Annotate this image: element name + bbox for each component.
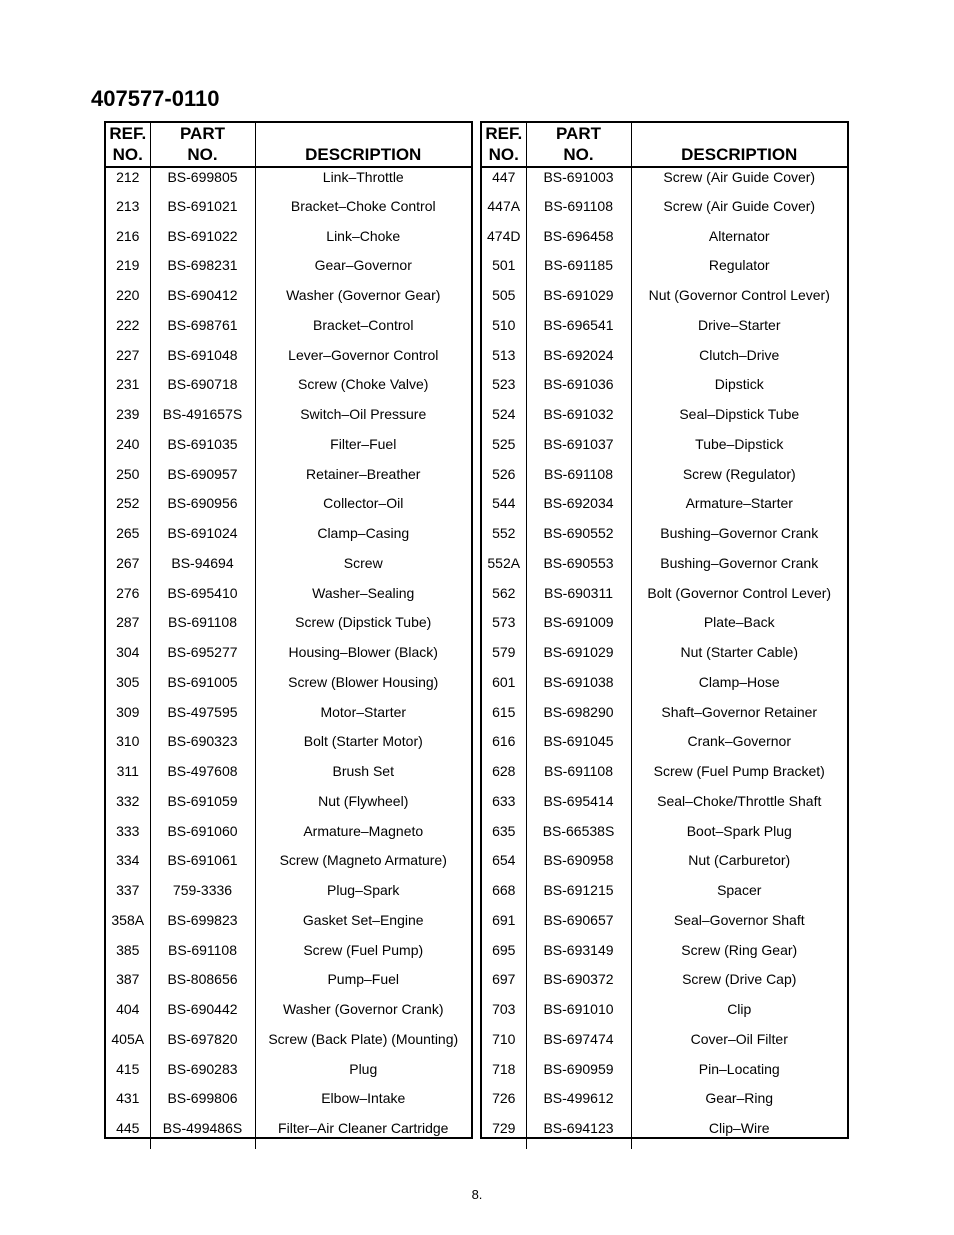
ref-no-cell: 309 xyxy=(116,703,140,720)
description-cell: Clip xyxy=(631,1000,847,1030)
ref-no-cell: 305 xyxy=(116,673,140,690)
part-no-cell: BS-691038 xyxy=(526,673,631,703)
description-cell: Armature–Starter xyxy=(631,494,847,524)
table-header-row xyxy=(106,123,471,167)
table-row xyxy=(482,703,847,733)
description-cell: Nut (Starter Cable) xyxy=(631,643,847,673)
table-row xyxy=(482,673,847,703)
description-cell: Clamp–Casing xyxy=(255,524,471,554)
description-cell: Pin–Locating xyxy=(631,1060,847,1090)
table-row xyxy=(106,405,471,435)
part-no-cell: BS-691024 xyxy=(150,524,255,554)
table-row xyxy=(482,941,847,971)
table-row xyxy=(106,822,471,852)
table-row xyxy=(482,881,847,911)
part-no-cell: BS-694123 xyxy=(526,1119,631,1149)
ref-no-cell: 562 xyxy=(492,584,516,601)
ref-no-cell: 726 xyxy=(492,1090,516,1107)
description-cell: Bolt (Starter Motor) xyxy=(255,732,471,762)
ref-no-cell: 579 xyxy=(492,644,516,660)
part-no-cell: BS-66538S xyxy=(526,822,631,852)
description-cell: Pump–Fuel xyxy=(255,970,471,1000)
part-no-cell: BS-690959 xyxy=(526,1060,631,1090)
table-row xyxy=(482,316,847,346)
ref-no-cell: 332 xyxy=(116,792,140,809)
ref-no-cell: 695 xyxy=(492,941,516,958)
part-no-cell: BS-691037 xyxy=(526,435,631,465)
table-row xyxy=(106,1089,471,1119)
ref-no-cell: 615 xyxy=(492,703,516,720)
table-row xyxy=(106,970,471,1000)
table-row xyxy=(106,762,471,792)
ref-no-cell: 525 xyxy=(492,435,516,452)
description-cell: Plate–Back xyxy=(631,613,847,643)
parts-table-body xyxy=(106,167,471,1149)
description-cell: Washer–Sealing xyxy=(255,584,471,614)
description-cell: Gear–Governor xyxy=(255,256,471,286)
description-cell: Screw (Regulator) xyxy=(631,465,847,495)
part-no-cell: BS-691003 xyxy=(526,167,631,197)
description-cell: Cover–Oil Filter xyxy=(631,1030,847,1060)
table-row xyxy=(482,554,847,584)
ref-no-cell: 239 xyxy=(116,406,140,422)
table-row xyxy=(482,405,847,435)
page-title: 407577-0110 xyxy=(91,86,220,111)
ref-no-cell: 310 xyxy=(116,733,140,750)
parts-table-right xyxy=(480,121,849,1139)
table-row xyxy=(482,256,847,286)
ref-no-cell: 311 xyxy=(116,763,139,779)
description-cell: Crank–Governor xyxy=(631,732,847,762)
ref-no-cell: 697 xyxy=(492,971,516,988)
part-no-cell: BS-691029 xyxy=(526,643,631,673)
description-cell: Filter–Fuel xyxy=(255,435,471,465)
table-row xyxy=(106,613,471,643)
part-no-cell: BS-691059 xyxy=(150,792,255,822)
ref-no-cell: 718 xyxy=(492,1060,516,1077)
part-no-cell: BS-699823 xyxy=(150,911,255,941)
description-cell: Screw (Back Plate) (Mounting) xyxy=(255,1030,471,1060)
part-no-cell: BS-691010 xyxy=(526,1000,631,1030)
part-no-cell: BS-698761 xyxy=(150,316,255,346)
ref-no-cell: 628 xyxy=(492,763,516,779)
part-no-cell: BS-696458 xyxy=(526,227,631,257)
description-cell: Boot–Spark Plug xyxy=(631,822,847,852)
table-row xyxy=(482,465,847,495)
description-cell: Screw (Fuel Pump) xyxy=(255,941,471,971)
ref-no-cell: 404 xyxy=(116,1001,140,1017)
part-no-cell: BS-691108 xyxy=(526,762,631,792)
description-cell: Washer (Governor Gear) xyxy=(255,286,471,316)
ref-no-cell: 474D xyxy=(487,227,521,244)
part-no-cell: BS-698231 xyxy=(150,256,255,286)
ref-no-cell: 267 xyxy=(116,554,140,571)
table-row xyxy=(106,435,471,465)
part-no-cell: BS-690553 xyxy=(526,554,631,584)
description-cell: Retainer–Breather xyxy=(255,465,471,495)
part-no-cell: BS-690957 xyxy=(150,465,255,495)
table-row xyxy=(106,375,471,405)
ref-no-cell: 526 xyxy=(492,465,516,482)
ref-no-header: REF. NO. xyxy=(106,123,150,167)
description-cell: Screw (Blower Housing) xyxy=(255,673,471,703)
part-no-cell: BS-695414 xyxy=(526,792,631,822)
ref-no-cell: 552 xyxy=(492,525,516,541)
ref-no-cell: 445 xyxy=(116,1120,140,1136)
ref-no-cell: 415 xyxy=(116,1060,140,1077)
ref-no-cell: 304 xyxy=(116,644,140,660)
page-number: 8. xyxy=(471,1187,483,1202)
table-row xyxy=(482,524,847,554)
part-no-cell: BS-691108 xyxy=(150,613,255,643)
ref-no-cell: 219 xyxy=(116,257,140,274)
ref-no-cell: 216 xyxy=(116,227,140,244)
part-no-cell: BS-697474 xyxy=(526,1030,631,1060)
description-cell: Gasket Set–Engine xyxy=(255,911,471,941)
part-no-header: PART NO. xyxy=(150,123,255,167)
ref-no-cell: 601 xyxy=(492,673,516,690)
table-row xyxy=(482,613,847,643)
description-cell: Plug xyxy=(255,1060,471,1090)
ref-no-cell: 573 xyxy=(492,614,516,631)
part-no-cell: BS-691185 xyxy=(526,256,631,286)
table-row xyxy=(482,822,847,852)
ref-no-cell: 729 xyxy=(492,1120,516,1136)
table-row xyxy=(482,1000,847,1030)
description-cell: Bracket–Control xyxy=(255,316,471,346)
description-cell: Motor–Starter xyxy=(255,703,471,733)
ref-no-cell: 501 xyxy=(492,257,516,274)
description-cell: Screw (Choke Valve) xyxy=(255,375,471,405)
description-cell: Regulator xyxy=(631,256,847,286)
description-cell: Plug–Spark xyxy=(255,881,471,911)
description-cell: Screw (Air Guide Cover) xyxy=(631,197,847,227)
table-row xyxy=(106,584,471,614)
ref-no-cell: 691 xyxy=(492,911,516,928)
part-no-cell: BS-690323 xyxy=(150,732,255,762)
part-no-cell: BS-691108 xyxy=(526,197,631,227)
table-row xyxy=(482,1030,847,1060)
description-cell: Switch–Oil Pressure xyxy=(255,405,471,435)
part-no-cell: BS-94694 xyxy=(150,554,255,584)
description-cell: Clutch–Drive xyxy=(631,346,847,376)
table-row xyxy=(482,851,847,881)
part-no-cell: BS-691048 xyxy=(150,346,255,376)
part-no-cell: BS-692024 xyxy=(526,346,631,376)
description-cell: Screw (Magneto Armature) xyxy=(255,851,471,881)
ref-no-cell: 276 xyxy=(116,584,140,601)
table-row xyxy=(482,346,847,376)
table-row xyxy=(106,494,471,524)
ref-no-cell: 385 xyxy=(116,941,140,958)
ref-no-cell: 240 xyxy=(116,435,140,452)
ref-no-cell: 213 xyxy=(116,197,140,214)
part-no-cell: BS-695410 xyxy=(150,584,255,614)
table-row xyxy=(482,494,847,524)
part-no-cell: BS-691021 xyxy=(150,197,255,227)
table-row xyxy=(482,643,847,673)
description-cell: Filter–Air Cleaner Cartridge xyxy=(255,1119,471,1149)
table-row xyxy=(106,167,471,197)
table-row xyxy=(482,911,847,941)
description-cell: Screw (Dipstick Tube) xyxy=(255,613,471,643)
ref-no-cell: 222 xyxy=(116,316,140,333)
ref-no-cell: 710 xyxy=(492,1030,516,1047)
description-cell: Seal–Dipstick Tube xyxy=(631,405,847,435)
table-row xyxy=(106,1119,471,1149)
description-cell: Screw (Ring Gear) xyxy=(631,941,847,971)
part-no-cell: BS-693149 xyxy=(526,941,631,971)
table-row xyxy=(482,167,847,197)
ref-no-cell: 544 xyxy=(492,495,516,512)
description-cell: Washer (Governor Crank) xyxy=(255,1000,471,1030)
ref-no-cell: 447 xyxy=(492,169,516,185)
description-cell: Nut (Governor Control Lever) xyxy=(631,286,847,316)
table-row xyxy=(106,911,471,941)
part-no-cell: BS-691061 xyxy=(150,851,255,881)
part-no-cell: BS-691060 xyxy=(150,822,255,852)
table-row xyxy=(106,643,471,673)
table-row xyxy=(482,732,847,762)
part-no-cell: BS-690958 xyxy=(526,851,631,881)
table-row xyxy=(482,1089,847,1119)
ref-no-cell: 252 xyxy=(116,495,140,512)
table-row xyxy=(106,465,471,495)
table-row xyxy=(482,792,847,822)
ref-no-cell: 333 xyxy=(116,822,140,839)
ref-no-cell: 405A xyxy=(111,1030,145,1047)
part-no-cell: BS-690718 xyxy=(150,375,255,405)
table-row xyxy=(106,524,471,554)
ref-no-cell: 524 xyxy=(492,406,516,422)
description-cell: Brush Set xyxy=(255,762,471,792)
description-cell: Screw (Air Guide Cover) xyxy=(631,167,847,197)
ref-no-cell: 654 xyxy=(492,852,516,869)
description-cell: Seal–Governor Shaft xyxy=(631,911,847,941)
description-cell: Alternator xyxy=(631,227,847,257)
description-cell: Bushing–Governor Crank xyxy=(631,554,847,584)
table-row xyxy=(482,375,847,405)
part-no-cell: BS-699805 xyxy=(150,167,255,197)
part-no-cell: BS-691108 xyxy=(150,941,255,971)
ref-no-cell: 387 xyxy=(116,971,140,988)
part-no-cell: BS-695277 xyxy=(150,643,255,673)
description-cell: Seal–Choke/Throttle Shaft xyxy=(631,792,847,822)
description-cell: Gear–Ring xyxy=(631,1089,847,1119)
ref-no-cell: 287 xyxy=(116,614,140,631)
description-cell: Link–Throttle xyxy=(255,167,471,197)
description-cell: Clip–Wire xyxy=(631,1119,847,1149)
description-cell: Drive–Starter xyxy=(631,316,847,346)
ref-no-cell: 633 xyxy=(492,792,516,809)
ref-no-cell: 227 xyxy=(116,346,140,363)
part-no-cell: BS-690412 xyxy=(150,286,255,316)
part-no-cell: BS-491657S xyxy=(150,405,255,435)
ref-no-cell: 668 xyxy=(492,882,516,898)
part-no-cell: BS-691005 xyxy=(150,673,255,703)
description-cell: Link–Choke xyxy=(255,227,471,257)
description-cell: Screw xyxy=(255,554,471,584)
description-cell: Armature–Magneto xyxy=(255,822,471,852)
part-no-cell: 759-3336 xyxy=(150,881,255,911)
description-cell: Screw (Drive Cap) xyxy=(631,970,847,1000)
table-row xyxy=(482,970,847,1000)
table-row xyxy=(106,197,471,227)
table-row xyxy=(482,227,847,257)
part-no-cell: BS-497595 xyxy=(150,703,255,733)
description-cell: Bushing–Governor Crank xyxy=(631,524,847,554)
description-header: DESCRIPTION xyxy=(255,123,471,167)
part-no-cell: BS-690442 xyxy=(150,1000,255,1030)
part-no-cell: BS-691029 xyxy=(526,286,631,316)
ref-no-cell: 250 xyxy=(116,465,140,482)
ref-no-cell: 337 xyxy=(116,882,140,898)
description-cell: Bolt (Governor Control Lever) xyxy=(631,584,847,614)
ref-no-cell: 220 xyxy=(116,287,140,303)
table-row xyxy=(482,1060,847,1090)
table-row xyxy=(106,851,471,881)
description-cell: Tube–Dipstick xyxy=(631,435,847,465)
ref-no-cell: 703 xyxy=(492,1001,516,1017)
description-cell: Collector–Oil xyxy=(255,494,471,524)
part-no-cell: BS-692034 xyxy=(526,494,631,524)
ref-no-cell: 552A xyxy=(487,554,521,571)
part-no-cell: BS-690372 xyxy=(526,970,631,1000)
description-cell: Lever–Governor Control xyxy=(255,346,471,376)
table-header-row xyxy=(482,123,847,167)
part-no-cell: BS-691022 xyxy=(150,227,255,257)
ref-no-cell: 265 xyxy=(116,525,140,541)
ref-no-cell: 513 xyxy=(492,346,516,363)
ref-no-cell: 635 xyxy=(492,822,516,839)
description-cell: Housing–Blower (Black) xyxy=(255,643,471,673)
ref-no-header: REF. NO. xyxy=(482,123,526,167)
table-row xyxy=(106,732,471,762)
table-row xyxy=(482,584,847,614)
table-row xyxy=(482,197,847,227)
table-row xyxy=(106,703,471,733)
ref-no-cell: 431 xyxy=(116,1090,140,1107)
table-row xyxy=(106,1000,471,1030)
table-row xyxy=(482,1119,847,1149)
table-row xyxy=(106,227,471,257)
part-no-cell: BS-691036 xyxy=(526,375,631,405)
part-no-cell: BS-497608 xyxy=(150,762,255,792)
part-no-cell: BS-691215 xyxy=(526,881,631,911)
table-row xyxy=(106,673,471,703)
description-cell: Spacer xyxy=(631,881,847,911)
part-no-cell: BS-690657 xyxy=(526,911,631,941)
table-row xyxy=(106,316,471,346)
part-no-cell: BS-690956 xyxy=(150,494,255,524)
table-row xyxy=(106,256,471,286)
table-row xyxy=(106,346,471,376)
ref-no-cell: 231 xyxy=(116,376,140,393)
table-row xyxy=(482,435,847,465)
part-no-cell: BS-691009 xyxy=(526,613,631,643)
part-no-cell: BS-696541 xyxy=(526,316,631,346)
ref-no-cell: 616 xyxy=(492,733,516,750)
ref-no-cell: 358A xyxy=(111,911,145,928)
ref-no-cell: 505 xyxy=(492,287,516,303)
part-no-cell: BS-499612 xyxy=(526,1089,631,1119)
parts-table-body xyxy=(482,167,847,1149)
part-no-cell: BS-691108 xyxy=(526,465,631,495)
table-row xyxy=(106,792,471,822)
part-no-cell: BS-691045 xyxy=(526,732,631,762)
part-no-cell: BS-690552 xyxy=(526,524,631,554)
description-cell: Dipstick xyxy=(631,375,847,405)
table-row xyxy=(106,941,471,971)
part-no-cell: BS-808656 xyxy=(150,970,255,1000)
part-no-cell: BS-690283 xyxy=(150,1060,255,1090)
ref-no-cell: 523 xyxy=(492,376,516,393)
description-cell: Bracket–Choke Control xyxy=(255,197,471,227)
part-no-header: PART NO. xyxy=(526,123,631,167)
part-no-cell: BS-698290 xyxy=(526,703,631,733)
table-row xyxy=(106,286,471,316)
table-row xyxy=(106,1060,471,1090)
part-no-cell: BS-690311 xyxy=(526,584,631,614)
description-cell: Nut (Carburetor) xyxy=(631,851,847,881)
table-row xyxy=(106,554,471,584)
description-cell: Screw (Fuel Pump Bracket) xyxy=(631,762,847,792)
description-cell: Clamp–Hose xyxy=(631,673,847,703)
part-no-cell: BS-697820 xyxy=(150,1030,255,1060)
description-header: DESCRIPTION xyxy=(631,123,847,167)
part-no-cell: BS-699806 xyxy=(150,1089,255,1119)
table-row xyxy=(482,286,847,316)
part-no-cell: BS-691035 xyxy=(150,435,255,465)
table-row xyxy=(106,1030,471,1060)
ref-no-cell: 334 xyxy=(116,852,140,869)
ref-no-cell: 447A xyxy=(487,197,521,214)
description-cell: Shaft–Governor Retainer xyxy=(631,703,847,733)
ref-no-cell: 212 xyxy=(116,169,140,185)
table-row xyxy=(482,762,847,792)
ref-no-cell: 510 xyxy=(492,316,516,333)
part-no-cell: BS-691032 xyxy=(526,405,631,435)
table-row xyxy=(106,881,471,911)
parts-table-left xyxy=(104,121,473,1139)
description-cell: Elbow–Intake xyxy=(255,1089,471,1119)
part-no-cell: BS-499486S xyxy=(150,1119,255,1149)
description-cell: Nut (Flywheel) xyxy=(255,792,471,822)
